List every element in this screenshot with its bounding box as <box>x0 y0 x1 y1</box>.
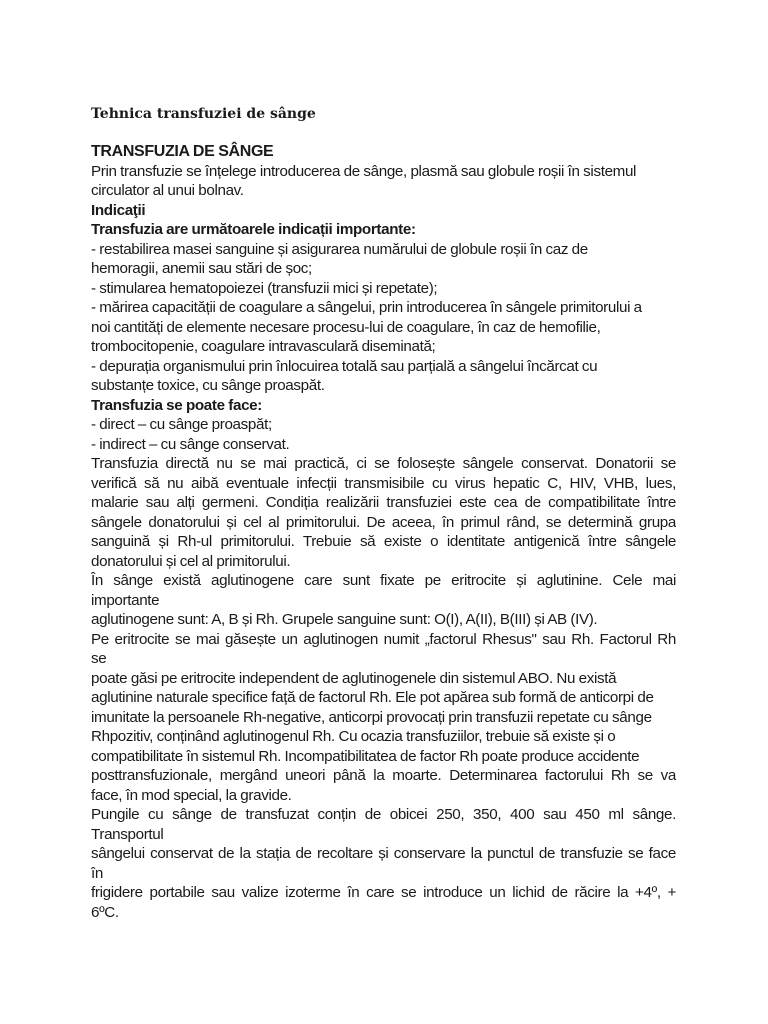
document-body <box>91 142 676 922</box>
text-line: verifică să nu aibă eventuale infecții transmisibile cu virus hepatic C, HIV, VHB, lues, <box>91 474 676 492</box>
text-line: - depurația organismului prin înlocuirea totală sau parțială a sângelui încărcat cu <box>91 357 598 375</box>
text-line: noi cantități de elemente necesare procesu-lui de coagulare, în caz de hemofilie, <box>91 318 601 336</box>
subheading-line: Indicaţii <box>91 201 146 219</box>
text-line: - mărirea capacității de coagulare a sângelui, prin introducerea în sângele primitorului a <box>91 299 642 316</box>
text-line: circulator al unui bolnav. <box>91 182 244 199</box>
subheading-line: Transfuzia are următoarele indicații importante: <box>91 221 416 238</box>
text-line: - indirect – cu sânge conservat. <box>91 435 290 453</box>
text-line: Prin transfuzie se înțelege introducerea de sânge, plasmă sau globule roșii în sistemul <box>91 162 637 180</box>
text-line: trombocitopenie, coagulare intravasculară diseminată; <box>91 338 436 355</box>
text-line: În sânge există aglutinogene care sunt fixate pe eritrocite și aglutinine. Cele mai <box>91 572 676 589</box>
document-page <box>91 104 676 922</box>
text-line: posttransfuzionale, mergând uneori până la moarte. Determinarea factorului Rh se va <box>91 767 676 784</box>
text-line: imunitate la persoanele Rh-negative, anticorpi provocați prin transfuzii repetate cu sânge <box>91 708 652 726</box>
text-line: donatorului și cel al primitorului. <box>91 552 291 570</box>
text-line: - restabilirea masei sanguine și asigurarea numărului de globule roșii în caz de <box>91 240 588 258</box>
text-line: - direct – cu sânge proaspăt; <box>91 416 272 433</box>
section-heading: TRANSFUZIA DE SÂNGE <box>91 143 274 160</box>
text-line: se <box>91 650 107 667</box>
text-line: frigidere portabile sau valize izoterme în care se introduce un lichid de răcire la +4º, + <box>91 884 676 901</box>
text-line: compatibilitate în sistemul Rh. Incompatibilitatea de factor Rh poate produce accidente <box>91 747 640 765</box>
document-title: Tehnica transfuziei de sânge <box>91 106 316 122</box>
text-line: sângelui conservat de la stația de recoltare și conservare la punctul de transfuzie se face <box>91 845 676 862</box>
text-line: 6ºC. <box>91 903 119 921</box>
text-line: malarie sau alți germeni. Condiția realizării transfuziei este cea de compatibilitate între <box>91 494 676 511</box>
text-line: hemoragii, anemii sau stări de șoc; <box>91 260 312 277</box>
text-line: Pungile cu sânge de transfuzat conțin de obicei 250, 350, 400 sau 450 ml sânge. <box>91 806 676 823</box>
text-line: Rhpozitiv, conținând aglutinogenul Rh. Cu ocazia transfuziilor, trebuie să existe și o <box>91 728 616 745</box>
text-line: sângele donatorului și cel al primitorului. De aceea, în primul rând, se determină grupa <box>91 513 676 531</box>
text-line: sanguină și Rh-ul primitorului. Trebuie să existe o identitate antigenică între sângele <box>91 533 676 550</box>
text-line: Pe eritrocite se mai găsește un aglutinogen numit „factorul Rhesus" sau Rh. Factorul Rh <box>91 630 676 648</box>
text-line: Transportul <box>91 825 164 843</box>
text-line: face, în mod special, la gravide. <box>91 786 292 804</box>
text-line: substanțe toxice, cu sânge proaspăt. <box>91 377 325 394</box>
text-line: - stimularea hematopoiezei (transfuzii mici și repetate); <box>91 279 438 297</box>
text-line: aglutinine naturale specifice față de factorul Rh. Ele pot apărea sub formă de anticorpi de <box>91 689 654 706</box>
text-line: Transfuzia directă nu se mai practică, ci se folosește sângele conservat. Donatorii se <box>91 455 676 472</box>
subheading-line: Transfuzia se poate face: <box>91 396 262 414</box>
text-line: poate găsi pe eritrocite independent de aglutinogenele din sistemul ABO. Nu există <box>91 669 617 687</box>
text-line: aglutinogene sunt: A, B și Rh. Grupele sanguine sunt: O(I), A(II), B(III) și AB (IV). <box>91 611 598 628</box>
text-line: importante <box>91 591 160 609</box>
text-line: în <box>91 864 103 882</box>
